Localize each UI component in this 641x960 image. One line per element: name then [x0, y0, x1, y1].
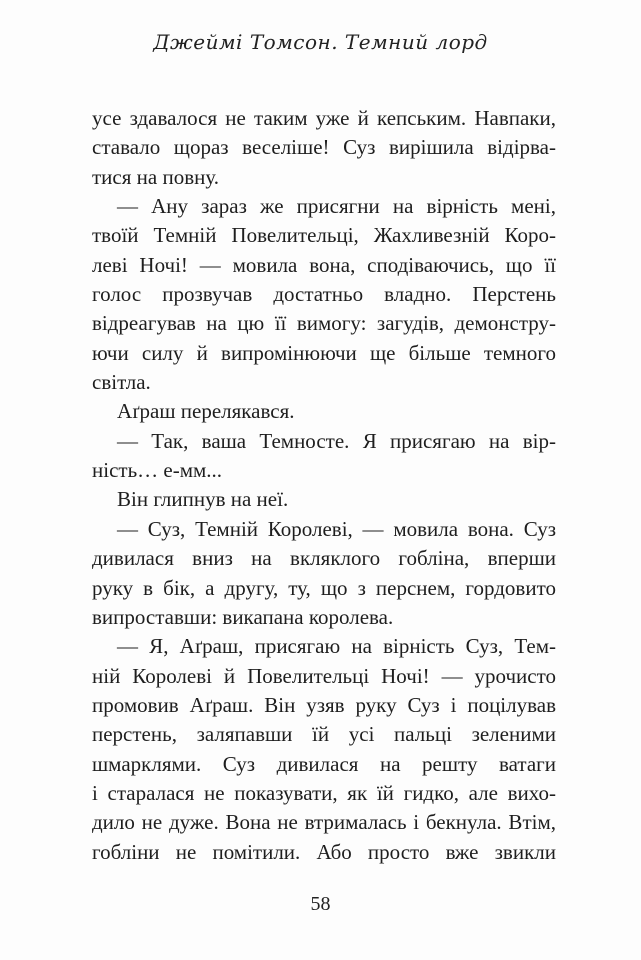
text-line: промовив Аґраш. Він узяв руку Суз і поцілував — [92, 692, 556, 717]
text-line: перстень, заляпавши їй усі пальці зеленими — [92, 722, 556, 747]
text-line: — Я, Аґраш, присягаю на вірність Суз, Тем- — [117, 634, 556, 659]
text-line: Аґраш перелякався. — [117, 399, 295, 424]
text-line: і старалася не показувати, як їй гидко, але вихо- — [92, 780, 556, 805]
text-line: ність… е-мм... — [92, 458, 223, 483]
text-line: дивилася вниз на вкляклого гобліна, вперши — [92, 546, 556, 571]
text-line: твоїй Темній Повелительці, Жахливезній Коро- — [92, 223, 556, 248]
page-number: 58 — [310, 893, 331, 915]
text-line: леві Ночі! — мовила вона, сподіваючись, що її — [92, 252, 556, 277]
text-line: світла. — [92, 370, 151, 395]
text-line: дило не дуже. Вона не втрималась і бекнула. Втім, — [92, 810, 556, 835]
text-line: тися на повну. — [92, 164, 219, 189]
running-header: Джеймі Томсон. Темний лорд — [153, 30, 488, 54]
text-line: шмарклями. Суз дивилася на решту ватаги — [92, 751, 556, 776]
text-line: випроставши: викапана королева. — [92, 604, 394, 629]
text-line: голос прозвучав достатньо владно. Перстень — [92, 282, 556, 307]
text-line: гобліни не помітили. Або просто вже звикли — [92, 839, 556, 864]
text-line: усе здавалося не таким уже й кепським. Навпаки, — [92, 106, 556, 130]
text-line: ній Королеві й Повелительці Ночі! — урочисто — [92, 663, 556, 688]
text-line: ючи силу й випромінюючи ще більше темного — [92, 340, 556, 365]
text-line: — Суз, Темній Королеві, — мовила вона. Суз — [117, 516, 556, 541]
text-line: — Ану зараз же присягни на вірність мені, — [117, 194, 556, 219]
text-line: Він глипнув на неї. — [117, 487, 289, 512]
page-body — [92, 104, 556, 867]
text-line: відреагував на цю її вимогу: загудів, демонстру- — [92, 311, 556, 336]
text-line: ставало щораз веселіше! Суз вирішила відірва- — [92, 135, 556, 160]
text-line: руку в бік, а другу, ту, що з перснем, гордовито — [92, 575, 556, 600]
text-line: — Так, ваша Темносте. Я присягаю на вір- — [117, 428, 556, 453]
